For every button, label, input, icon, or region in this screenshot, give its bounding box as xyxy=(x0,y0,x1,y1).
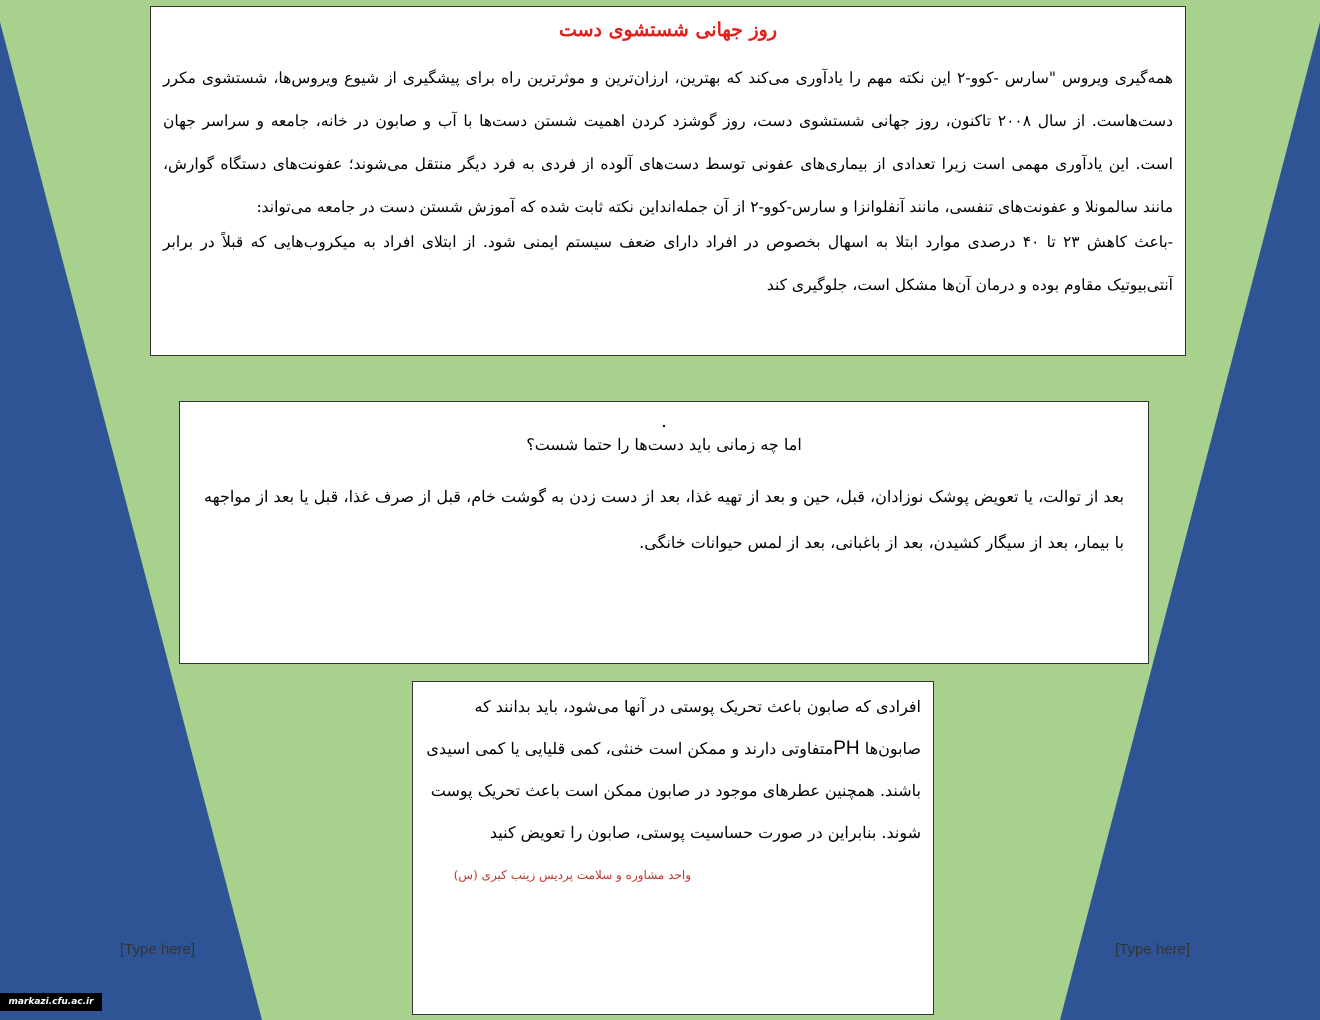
intro-text-box xyxy=(150,6,1186,356)
when-to-wash-box xyxy=(179,401,1149,664)
page-title: روز جهانی شستشوی دست xyxy=(558,19,778,41)
when-answer: بعد از توالت، یا تعویض پوشک نوزادان، قبل، حین و بعد از تهیه غذا، بعد از دست زدن به گوشت خام، قبل از صرف غذا، قبل یا بعد از مواجهه با بیمار، بعد از سیگار کشیدن، بعد از باغبانی، بعد از لمس حیوانات خانگی. xyxy=(204,487,1125,552)
intro-paragraph: همه‌گیری ویروس "سارس -کوو-۲ این نکته مهم را یادآوری می‌کند که بهترین، ارزان‌ترین و موثرترین راه برای پیشگیری از شیوع ویروس‌ها، شستشوی مکرر دست‌هاست. از سال ۲۰۰۸ تاکنون، روز جهانی شستشوی دست، روز گوشزد کردن اهمیت شستن دست‌ها با آب و صابون در خانه، جامعه و سراسر جهان است. این یادآوری مهمی است زیرا تعدادی از بیماری‌های عفونی توسط دست‌های آلوده از فردی به فرد دیگر منتقل می‌شوند؛ عفونت‌های دستگاه گوارش، مانند سالمونلا و عفونت‌های تنفسی، مانند آنفلوانزا و سارس-کوو-۲ از آن جمله‌انداین نکته ثابت شده که آموزش شستن دست در جامعه می‌تواند: xyxy=(163,69,1173,216)
intro-bullet: -باعث کاهش ۲۳ تا ۴۰ درصدی موارد ابتلا به اسهال بخصوص در افراد دارای ضعف سیستم ایمنی شود. از ابتلای افراد به میکروب‌هایی که قبلاً در برابر آنتی‌بیوتیک مقاوم بوده و درمان آن‌ها مشکل است، جلوگیری کند xyxy=(163,233,1173,294)
right-placeholder: [Type here] xyxy=(1115,941,1191,958)
soap-text-part1: افرادی که صابون باعث تحریک پوستی در آنها می‌شود، باید بدانند که صابون‌ها xyxy=(474,697,921,758)
dot-marker: . xyxy=(661,411,667,432)
signature: واحد مشاوره و سلامت پردیس زینب کبری (س) xyxy=(453,868,691,882)
site-url-tag: markazi.cfu.ac.ir xyxy=(0,993,102,1011)
soap-text-part2: متفاوتی دارند و ممکن است خنثی، کمی قلیایی یا کمی اسیدی باشند. همچنین عطرهای موجود در صابون ممکن است باعث تحریک پوست شوند. بنابراین در صورت حساسیت پوستی، صابون را تعویض کنید xyxy=(426,739,921,842)
when-question: اما چه زمانی باید دست‌ها را حتما شست؟ xyxy=(526,435,802,454)
soap-advice-box xyxy=(412,681,934,1015)
soap-advice-text xyxy=(423,686,921,854)
left-placeholder: [Type here] xyxy=(120,941,196,958)
ph-term: PH xyxy=(833,738,860,759)
